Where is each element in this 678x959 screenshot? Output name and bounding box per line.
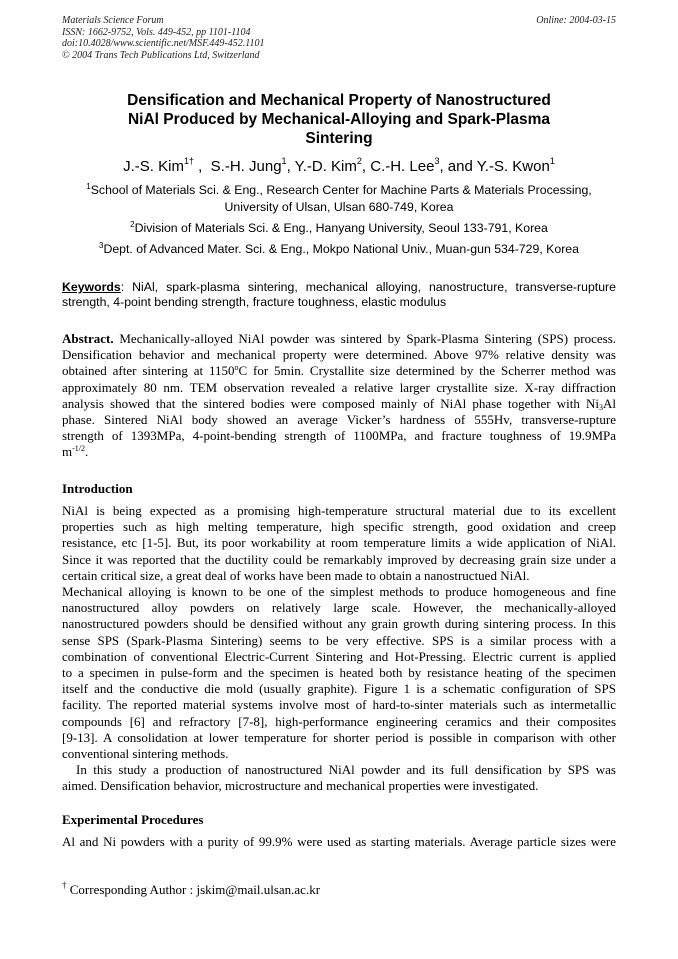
abstract-line-5b: Al [603, 395, 616, 411]
affiliation-1-line-2: University of Ulsan, Ulsan 680-749, Korea [224, 200, 454, 214]
affiliation-3 [62, 241, 616, 258]
experimental-heading: Experimental Procedures [62, 812, 204, 827]
affiliation-2-mark: 2 [130, 220, 135, 229]
affiliations [62, 182, 616, 262]
author-5: and Y.-S. Kwon [447, 158, 550, 175]
abstract-line-5a: analysis showed that the sintered bodies were composed mainly of NiAl phase together with Ni [62, 395, 599, 411]
keywords-block [62, 280, 616, 310]
intro-line: compounds [6] and refractory [7-8], high-performance engineering ceramics and their composites [62, 713, 616, 729]
intro-line: Since it was reported that the ductility could be remarkably improved by decreasing grain size under a [62, 551, 616, 567]
online-date: Online: 2004-03-15 [536, 15, 616, 26]
intro-line: In this study a production of nanostructured NiAl powder and its full densification by SPS was [76, 762, 616, 778]
author-1: J.-S. Kim [123, 158, 184, 175]
author-4-mark: 3 [434, 156, 440, 166]
author-5-mark: 1 [549, 156, 555, 166]
doi-line: doi:10.4028/www.scientific.net/MSF.449-452.1101 [62, 38, 265, 49]
abstract-line-4: approximately 80 nm. TEM observation revealed a relative larger crystallite size. X-ray diffraction [62, 379, 616, 395]
title-line-1: Densification and Mechanical Property of Nanostructured [127, 92, 551, 109]
abstract-line-3a: obtained after sintering at 1150 [62, 363, 235, 379]
dagger-mark: † [62, 880, 67, 890]
experimental-line-1: Al and Ni powders with a purity of 99.9% were used as starting materials. Average particle sizes were [62, 834, 616, 849]
exponent-mark: -1/2 [72, 444, 86, 454]
title-line-3: Sintering [305, 130, 373, 147]
intro-line: NiAl is being expected as a promising high-temperature structural material due to its excellent [62, 503, 616, 518]
intro-line: certain critical size, a great deal of works have been made to obtain a nanostructued NiAl. [62, 567, 530, 583]
introduction-body [62, 503, 616, 795]
paper-title [62, 91, 616, 148]
subscript-3: 3 [599, 402, 603, 412]
abstract-line-8b: . [85, 444, 89, 460]
abstract-line-8a: m [62, 444, 73, 460]
abstract-line-1: Mechanically-alloyed NiAl powder was sintered by Spark-Plasma Sintering (SPS) process. [113, 331, 616, 346]
abstract-line-3b: C for 5min. Crystallite size determined by the Scherrer method was [238, 363, 616, 379]
intro-line: sense SPS (Spark-Plasma Sintering) seems to be very effective. SPS is a similar process with a [62, 632, 616, 648]
intro-line: [9-13]. A consolidation at lower temperature for shorter period is possible in comparison with other [62, 729, 616, 745]
intro-line: nanostructured alloy powders on relatively large scale. However, the mechanically-alloyed [62, 600, 616, 616]
author-1-mark: 1† [183, 156, 194, 166]
affiliation-1 [62, 182, 616, 216]
abstract-line-6: phase. Sintered NiAl body showed an average Vicker’s hardness of 555Hv, transverse-rupture [62, 412, 616, 428]
keywords-label: Keywords [62, 280, 121, 294]
affiliation-3-mark: 3 [99, 241, 104, 250]
abstract [62, 331, 616, 461]
copyright-line: © 2004 Trans Tech Publications Ltd, Switzerland [62, 49, 260, 61]
abstract-line-7: strength of 1393MPa, 4-point-bending strength of 1100MPa, and fracture toughness of 19.9MPa [62, 428, 616, 444]
intro-line: facility. The reported material systems involve most of hard-to-sinter materials such as intermetallic [62, 697, 616, 713]
author-4: C.-H. Lee [370, 158, 435, 175]
corresponding-author-footnote [62, 882, 320, 898]
affiliation-2-text: Division of Materials Sci. & Eng., Hanyang University, Seoul 133-791, Korea [134, 221, 548, 235]
abstract-label: Abstract. [62, 331, 114, 346]
affiliation-1-mark: 1 [86, 182, 91, 191]
keywords-line-2: strength, 4-point bending strength, fracture toughness, elastic modulus [62, 295, 447, 309]
intro-line: combination of conventional Electric-Current Sintering and Hot-Pressing. Electric current is applied [62, 648, 616, 664]
author-list: J.-S. Kim$^{1\dagger}$ , S.-H. Jung$^1$, Y.-D. Kim$^2$, C.-H. Lee$^3$, and Y.-S. Kwon$^1$ [123, 156, 555, 175]
experimental-body [62, 834, 616, 850]
author-3-mark: 2 [356, 156, 362, 166]
abstract-line-2: Densification behavior and mechanical property were determined. Above 97% relative density was [62, 347, 616, 363]
title-line-2: NiAl Produced by Mechanical-Alloying and Spark-Plasma [127, 111, 551, 128]
journal-name: Materials Science Forum [62, 15, 164, 26]
affiliation-2 [62, 220, 616, 237]
intro-line: aimed. Densification behavior, microstructure and mechanical properties were investigated. [62, 778, 539, 794]
footnote-text: Corresponding Author : jskim@mail.ulsan.ac.kr [66, 882, 321, 897]
running-header [62, 15, 616, 61]
issn-line: ISSN: 1662-9752, Vols. 449-452, pp 1101-1104 [62, 26, 251, 38]
introduction-heading: Introduction [62, 481, 133, 496]
keywords-line-1: : NiAl, spark-plasma sintering, mechanical alloying, nanostructure, transverse-rupture [120, 280, 616, 294]
affiliation-1-line-1: School of Materials Sci. & Eng., Research Center for Machine Parts & Materials Processing, [90, 183, 592, 197]
intro-line: itself and the conductive die mold (usually graphite). Figure 1 is a schematic configuration of SPS [62, 681, 616, 697]
author-3: Y.-D. Kim [294, 158, 357, 175]
author-2: S.-H. Jung [210, 158, 282, 175]
author-2-mark: 1 [281, 156, 287, 166]
intro-line: Mechanical alloying is known to be one of the simplest methods to produce homogeneous and fine [62, 584, 616, 600]
intro-line: conventional sintering methods. [62, 746, 229, 762]
affiliation-3-text: Dept. of Advanced Mater. Sci. & Eng., Mokpo National Univ., Muan-gun 534-729, Korea [103, 242, 579, 256]
intro-line: resistance, etc [1-5]. But, its poor workability at room temperature limits a wide application of NiAl. [62, 535, 616, 551]
degree-mark: o [234, 363, 239, 373]
intro-line: to a specimen in pulse-form and the specimen is heated both by resistance heating of the specimen [62, 665, 616, 681]
intro-line: properties such as high melting temperature, high specific strength, good oxidation and creep [62, 519, 616, 535]
intro-line: nanostructured powders should be densified without any grain growth during sintering process. In this [62, 616, 616, 632]
